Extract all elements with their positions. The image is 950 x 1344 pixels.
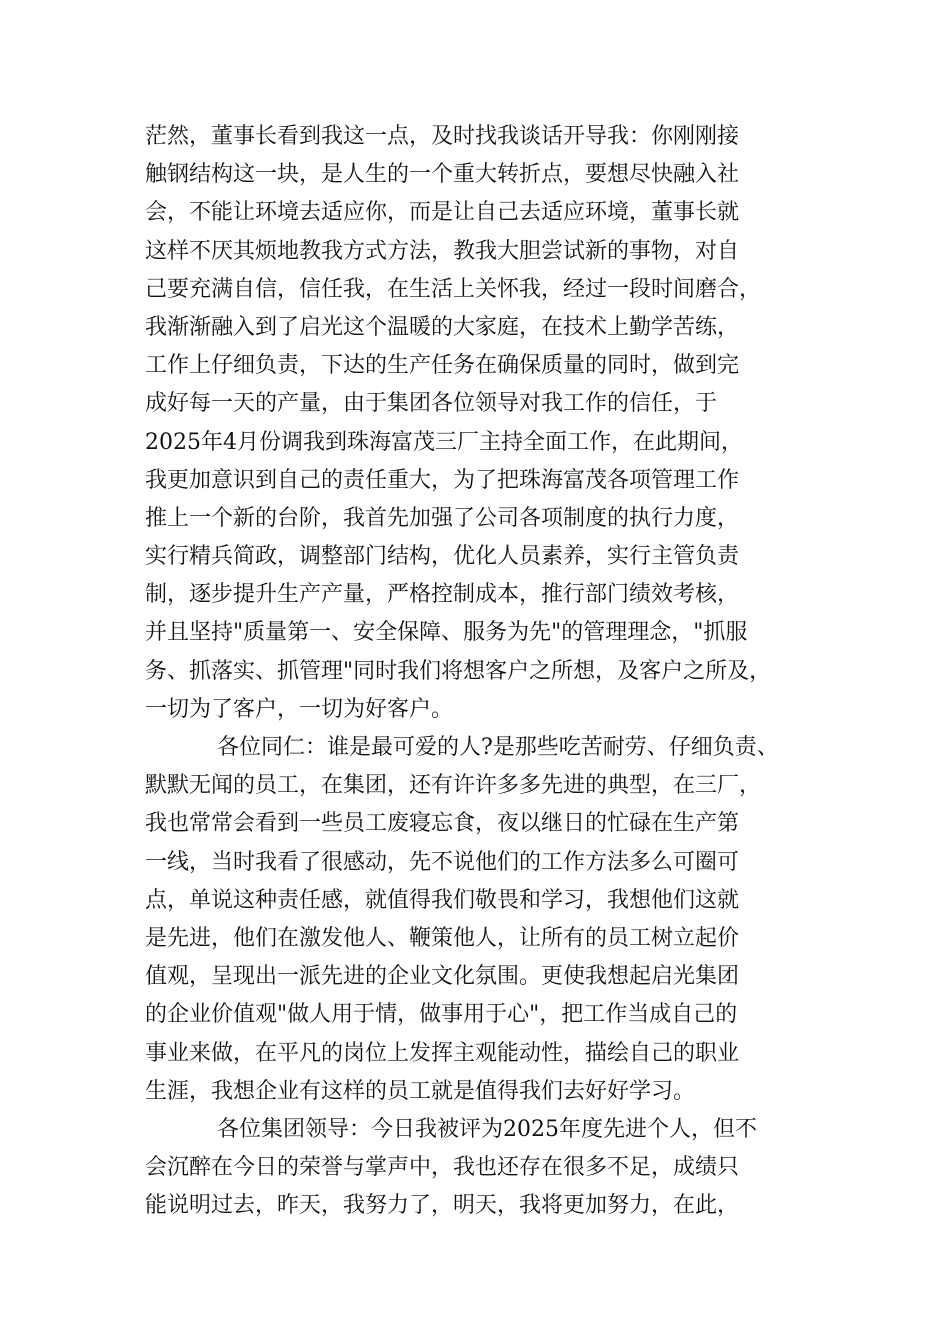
text-line: 茫然，董事长看到我这一点，及时找我谈话开导我：你刚刚接 [145,124,740,149]
text-line: 触钢结构这一块，是人生的一个重大转折点，要想尽快融入社 [145,162,740,188]
paragraph [145,118,825,729]
document-body [145,118,825,1225]
text-line: 务、抓落实、抓管理"同时我们将想客户之所想，及客户之所及， [145,658,772,684]
text-line: 实行精兵简政，调整部门结构，优化人员素养，实行主管负责 [145,544,740,570]
text-line: 是先进，他们在激发他人、鞭策他人，让所有的员工树立起价 [145,925,740,951]
text-line: 各位集团领导：今日我被评为2025年度先进个人，但不 [217,1116,757,1142]
text-line: 一线，当时我看了很感动，先不说他们的工作方法多么可圈可 [145,849,740,875]
paragraph [145,729,825,1111]
text-line: 2025年4月份调我到珠海富茂三厂主持全面工作，在此期间， [145,429,743,455]
text-line: 这样不厌其烦地教我方式方法，教我大胆尝试新的事物，对自 [145,238,740,264]
text-line: 一切为了客户，一切为好客户。 [145,696,454,722]
text-line: 成好每一天的产量，由于集团各位领导对我工作的信任，于 [145,391,718,417]
text-line: 点，单说这种责任感，就值得我们敬畏和学习，我想他们这就 [145,887,740,913]
text-line: 制，逐步提升生产产量，严格控制成本，推行部门绩效考核， [145,582,740,608]
text-line: 各位同仁：谁是最可爱的人?是那些吃苦耐劳、仔细负责、 [217,735,779,760]
text-line: 默默无闻的员工，在集团，还有许许多多先进的典型，在三厂， [145,773,762,799]
text-line: 的企业价值观"做人用于情，做事用于心"，把工作当成自己的 [145,1002,738,1028]
text-line: 工作上仔细负责，下达的生产任务在确保质量的同时，做到完 [145,353,740,379]
text-line: 我也常常会看到一些员工废寝忘食，夜以继日的忙碌在生产第 [145,811,740,837]
text-line: 己要充满自信，信任我，在生活上关怀我，经过一段时间磨合， [145,276,762,302]
text-line: 事业来做，在平凡的岗位上发挥主观能动性，描绘自己的职业 [145,1040,740,1066]
text-line: 生涯，我想企业有这样的员工就是值得我们去好好学习。 [145,1078,696,1104]
text-line: 我渐渐融入到了启光这个温暖的大家庭，在技术上勤学苦练， [145,314,740,340]
text-line: 能说明过去，昨天，我努力了，明天，我将更加努力，在此， [145,1193,740,1219]
text-line: 推上一个新的台阶，我首先加强了公司各项制度的执行力度， [145,505,740,531]
text-line: 会沉醉在今日的荣誉与掌声中，我也还存在很多不足，成绩只 [145,1155,740,1181]
text-line: 值观，呈现出一派先进的企业文化氛围。更使我想起启光集团 [145,964,740,990]
text-line: 我更加意识到自己的责任重大，为了把珠海富茂各项管理工作 [145,467,740,493]
text-line: 并且坚持"质量第一、安全保障、服务为先"的管理理念，"抓服 [145,620,748,646]
paragraph [145,1111,825,1226]
text-line: 会，不能让环境去适应你，而是让自己去适应环境，董事长就 [145,200,740,226]
